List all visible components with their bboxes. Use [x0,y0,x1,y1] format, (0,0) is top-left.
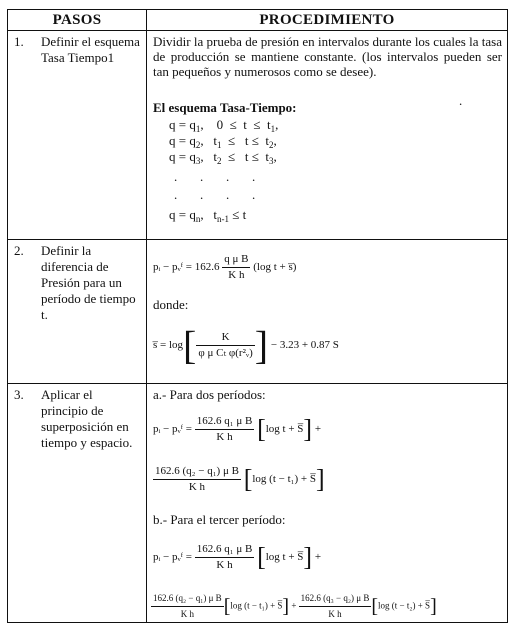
step-text: Definir el esquema Tasa Tiempo1 [41,34,140,65]
part-a-label: a.- Para dos períodos: [153,387,266,402]
step-text: Aplicar el principio de superposición en tiempo y espacio. [41,387,133,450]
s-fraction [196,330,254,361]
table-row [8,240,508,384]
procedure-cell-1 [147,31,508,240]
s-tail: − 3.23 + 0.87 S [270,339,339,352]
eq-denominator: K h [180,609,194,619]
eq-numerator: 162.6 (q₂ − q₁) μ B [151,591,224,607]
eq-denominator: K h [216,559,233,571]
eq-numerator: 162.6 q₁ μ B [195,542,255,558]
schema-title: El esquema Tasa-Tiempo: [153,100,297,115]
plus-sign: + [314,423,322,436]
part-b-label: b.- Para el tercer período: [153,512,286,527]
eq-denominator: K h [328,609,342,619]
superposition-eq-b2: $\frac{\text{162.6 (q₂ − q₁) μ B}}{\text{K h}}$ [log (t − t₁) + S̅] + $\frac{\text{162.6 (q₃ − q₂) μ B}}{\text{K h}}$ [log (t − t₂) + S̅] [151,591,437,622]
table-row [8,384,508,623]
eq-numerator: 162.6 (q₂ − q₁) μ B [153,464,241,480]
schema-line-2: $q = q_2$, $t_1 \le t \le t_2$, [169,133,277,150]
procedure-table [7,9,508,623]
plus-sign: + [314,551,322,564]
step-number: 1. [14,34,24,49]
schema-line-3: $q = q_3$, $t_2 \le t \le t_3$, [169,149,277,166]
header-row [8,10,508,31]
eq-bracket: log t + S̅ [265,551,304,564]
eq-denominator: K h [188,481,206,493]
step-number: 3. [14,387,24,402]
step-text: Definir la diferencia de Presión para un período de tiempo t. [41,243,136,322]
eq-tail: (log t + s̅) [253,261,297,274]
eq-denominator: K h [228,269,245,281]
superposition-eq-a1: pᵢ − pᵥᶠ = $\frac{\text{162.6 q₁ μ B}}{\text{K h}}$ [log t + S̅] + [153,414,322,444]
eq-numerator: 162.6 q₁ μ B [195,414,255,430]
eq-left: pᵢ − pᵥᶠ = [153,551,192,564]
s-left: s̅ = log [153,339,184,352]
eq-numerator: 162.6 (q₃ − q₂) μ B [299,591,372,607]
procedure-cell-2 [147,240,508,384]
superposition-eq-a2: $\frac{\text{162.6 (q₂ − q₁) μ B}}{\text{K h}}$ [log (t − t₁) + S̅] [155,464,325,494]
s-numerator: K [196,330,254,346]
eq-bracket: log (t − t₁) + S̅ [252,473,316,486]
header-pasos: PASOS [8,10,147,31]
procedure-cell-3 [147,384,508,623]
s-denominator: φ μ Cₜ φ(r²ᵥ) [198,347,253,359]
pressure-equation: pᵢ − pᵥᶠ = 162.6 $\frac{\text{q μ B}}{\text{K h}}$ (log t + s̅) [153,253,297,281]
eq-numerator: q μ B [222,252,250,268]
eq-bracket: log (t − t₁) + S̅ [230,600,283,611]
eq-left: pᵢ − pᵥᶠ = [153,423,192,436]
donde-label: donde: [153,297,189,312]
header-procedimiento: PROCEDIMIENTO [147,10,508,31]
eq-coef: 162.6 [194,261,220,274]
schema-line-1: $q = q_1$, $0 \le t \le t_1$, [169,117,279,134]
superposition-eq-b1: pᵢ − pᵥᶠ = $\frac{\text{162.6 q₁ μ B}}{\text{K h}}$ [log t + S̅] + [153,542,322,572]
schema-line-n: $q = q_n$, $t_{n-1} \le t$ [169,207,247,224]
table-row [8,31,508,240]
step-cell-2 [8,240,147,384]
schema-dots-2: . . . . [174,187,256,202]
eq-bracket: log t + S̅ [265,423,304,436]
eq-left: pᵢ − pᵥᶠ [153,261,184,274]
plus-sign: + [291,600,297,611]
eq-denominator: K h [216,431,233,443]
step-cell-3 [8,384,147,623]
eq-fraction [222,252,250,283]
eq-bracket: log (t − t₂) + S̅ [378,600,431,611]
schema-dots-1: . . . . [174,169,256,184]
intro-text: Dividir la prueba de presión en intervalos durante los cuales la tasa de producción se mantiene constante. (los intervalos pueden ser tan pequeños y numerosos como se desee). [153,34,502,79]
step-number: 2. [14,243,24,258]
step-cell-1 [8,31,147,240]
stray-dot: . [459,93,463,108]
skin-equation: s̅ = log[ $\frac{K}{\text{φ μ Cₜ φ(r²ᵥ)}}$ ] − 3.23 + 0.87 S [153,322,339,368]
